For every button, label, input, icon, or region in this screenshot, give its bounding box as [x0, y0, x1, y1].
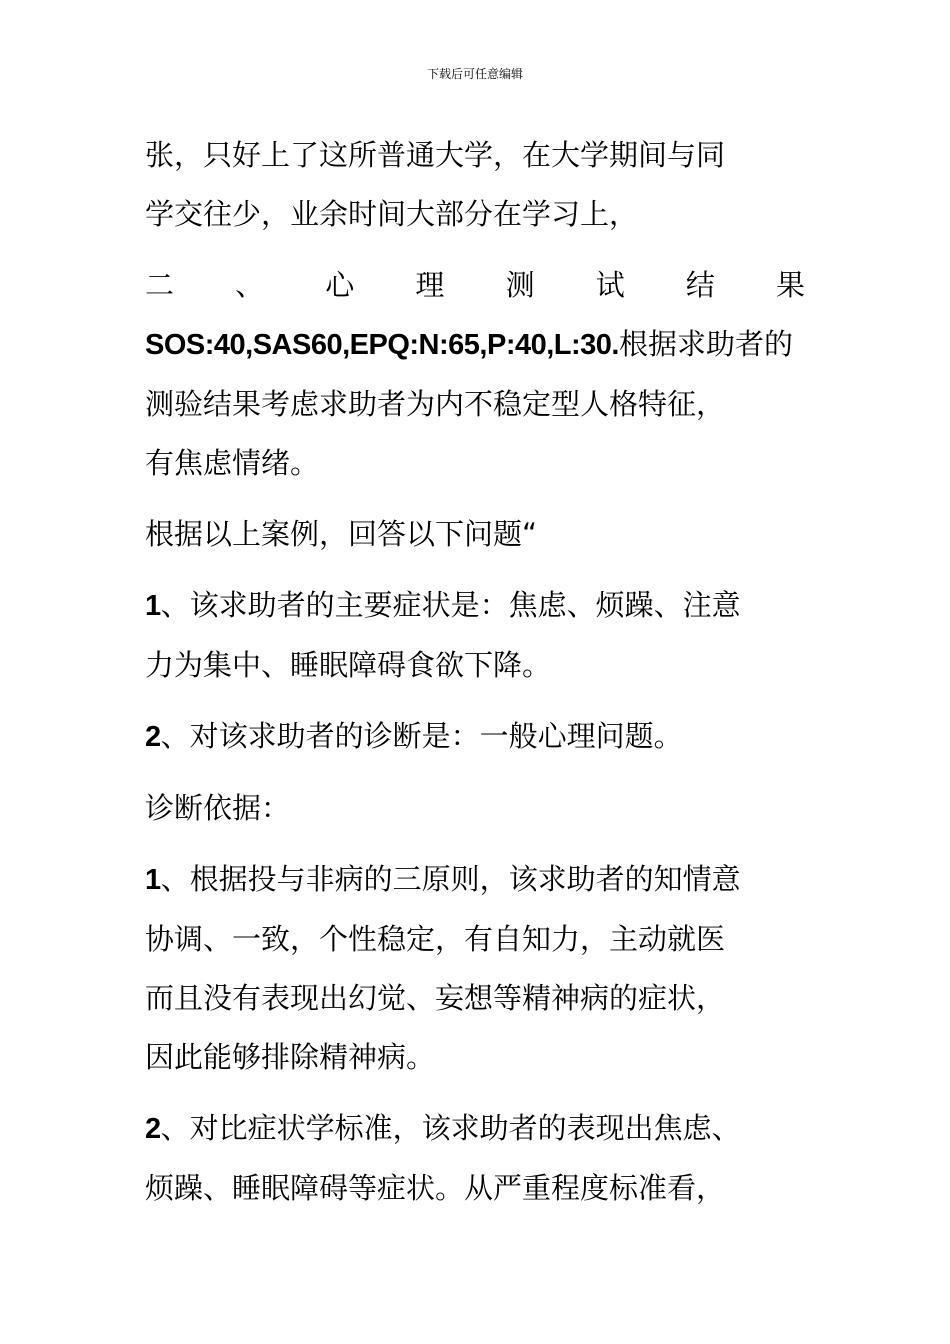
text-line: 根据以上案例，回答以下问题“: [145, 517, 538, 551]
section-heading-test-results: [145, 256, 805, 315]
page-header: 下载后可任意编辑: [426, 67, 523, 81]
test-scores: SOS:40,SAS60,EPQ:N:65,P:40,L:30.: [145, 329, 619, 361]
text-fragment: 、对该求助者的诊断是：一般心理问题。: [160, 719, 683, 753]
heading-char: 果: [775, 268, 805, 302]
paragraph-answer-1: [145, 576, 805, 695]
text-fragment: 、根据投与非病的三原则，该求助者的知情意: [160, 862, 741, 896]
heading-char: 试: [595, 268, 625, 302]
text-line: 力为集中、睡眠障碍食欲下降。: [145, 648, 552, 682]
text-line: 因此能够排除精神病。: [145, 1040, 436, 1074]
text-line: 诊断依据：: [145, 791, 291, 825]
heading-char: 心: [325, 268, 355, 302]
paragraph-question-intro: [145, 505, 805, 564]
text-line: [145, 1099, 805, 1159]
item-number: 1: [145, 590, 161, 622]
paragraph-diagnosis-basis: [145, 779, 805, 838]
text-line: 协调、一致，个性稳定，有自知力，主动就医: [145, 922, 726, 956]
text-line: 学交往少，业余时间大部分在学习上，: [145, 197, 639, 231]
paragraph-background: [145, 126, 805, 244]
heading-char: 理: [415, 268, 445, 302]
heading-char: 、: [235, 268, 265, 302]
text-line: 而且没有表现出幻觉、妄想等精神病的症状，: [145, 981, 726, 1015]
text-line: [145, 576, 805, 636]
paragraph-basis-2: [145, 1099, 805, 1218]
text-line: 有焦虑情绪。: [145, 446, 320, 480]
text-line: [145, 707, 805, 767]
item-number: 1: [145, 864, 161, 896]
test-scores-line: [145, 315, 805, 375]
paragraph-basis-1: [145, 850, 805, 1087]
heading-char: 结: [685, 268, 715, 302]
paragraph-answer-2: [145, 707, 805, 767]
item-number: 2: [145, 1113, 161, 1145]
text-line: 张，只好上了这所普通大学，在大学期间与同: [145, 138, 726, 172]
heading-char: 测: [505, 268, 535, 302]
text-fragment: 、该求助者的主要症状是：焦虑、烦躁、注意: [160, 588, 741, 622]
text-line: 测验结果考虑求助者为内不稳定型人格特征，: [145, 387, 726, 421]
paragraph-test-results: [145, 256, 805, 493]
heading-char: 二: [145, 268, 175, 302]
text-line: [145, 850, 805, 910]
text-fragment: 、对比症状学标准，该求助者的表现出焦虑、: [160, 1111, 741, 1145]
text-line: 烦躁、睡眠障碍等症状。从严重程度标准看，: [145, 1171, 726, 1205]
item-number: 2: [145, 721, 161, 753]
document-body: [145, 126, 805, 1230]
text-fragment: 根据求助者的: [618, 327, 793, 361]
